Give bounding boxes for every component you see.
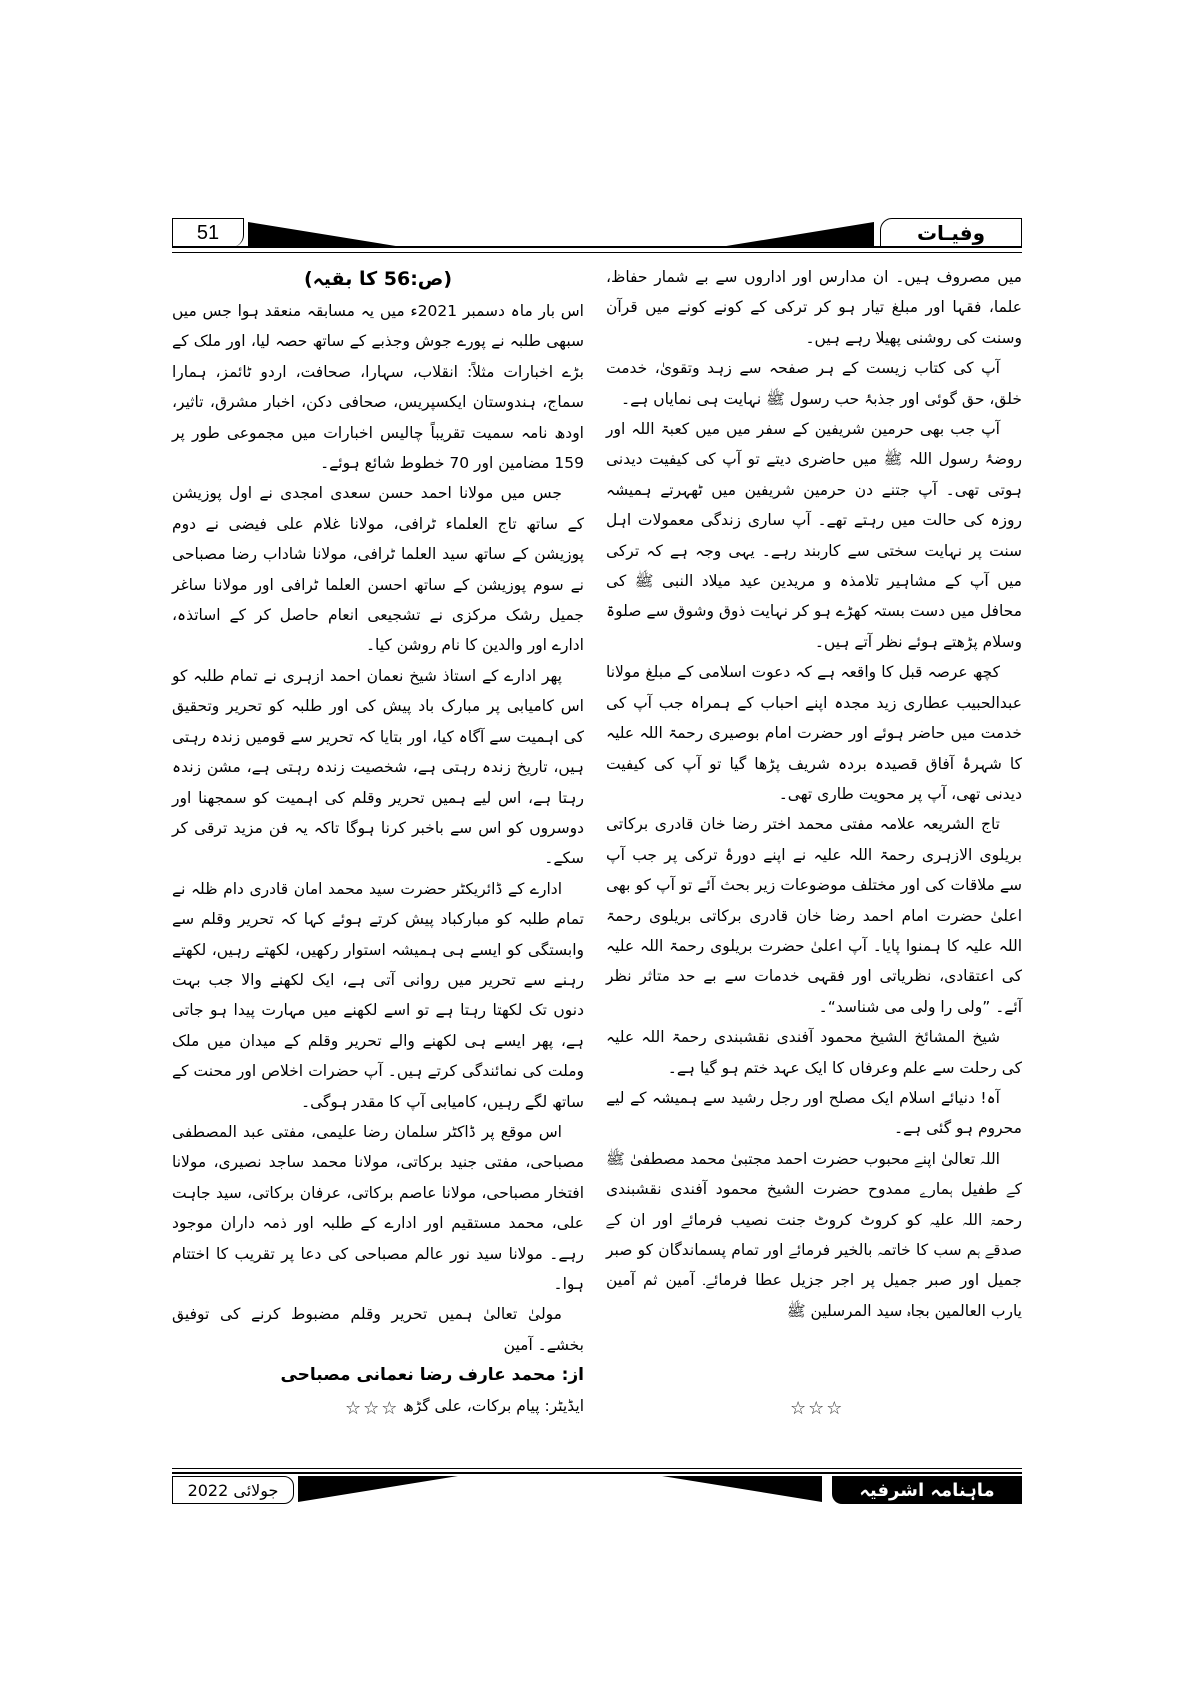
paragraph: اس موقع پر ڈاکٹر سلمان رضا علیمی، مفتی عبد المصطفی مصباحی، مفتی جنید برکاتی، مولانا محمد ساجد نصیری، مولانا افتخار مصباحی، مولانا عاصم برکاتی، عرفان برکاتی، سید جاہت علی، محمد مستقیم اور ادارے کے طلبہ اور ذمہ داران موجود رہے۔ مولانا سید نور عالم مصباحی کی دعا پر تقریب کا اختتام ہوا۔ <box>172 1122 584 1293</box>
page-number: 51 <box>172 218 244 247</box>
footer-wedge-right <box>662 1476 822 1502</box>
paragraph: آپ جب بھی حرمین شریفین کے سفر میں میں کعبۃ اللہ اور روضۂ رسول اللہ ﷺ میں حاضری دیتے تو آپ کی کیفیت دیدنی ہوتی تھی۔ آپ جتنے دن حرمین شریفین میں ٹھہرتے ہمیشہ روزہ کی حالت میں رہتے تھے۔ آپ ساری زندگی معمولات اہل سنت پر نہایت سختی سے کاربند رہے۔ یہی وجہ ہے کہ ترکی میں آپ کے مشاہیر تلامذہ و مریدین عید میلاد النبی ﷺ کی محافل میں دست بستہ کھڑے ہو کر نہایت ذوق وشوق سے صلوۃ وسلام پڑھتے ہوئے نظر آتے ہیں۔ <box>606 420 1022 651</box>
section-title: وفیـات <box>880 218 1022 247</box>
issue-date: جولائی 2022 <box>172 1476 294 1504</box>
paragraph: آہ! دنیائے اسلام ایک مصلح اور رجل رشید سے ہمیشہ کے لیے محروم ہو گئی ہے۔ <box>606 1088 1022 1138</box>
author-role: ایڈیٹر: پیام برکات، علی گڑھ <box>402 1396 584 1415</box>
right-column <box>606 262 1022 1326</box>
paragraph: مولیٰ تعالیٰ ہمیں تحریر وقلم مضبوط کرنے کی توفیق بخشے۔ آمین <box>172 1305 584 1354</box>
paragraph: اللہ تعالیٰ اپنے محبوب حضرت احمد مجتبیٰ محمد مصطفیٰ ﷺ کے طفیل ہمارے ممدوح حضرت الشیخ محمود آفندی نقشبندی رحمۃ اللہ علیہ کو کروٹ کروٹ جنت نصیب فرمائے اور ان کے صدقے ہم سب کا خاتمہ بالخیر فرمائے اور تمام پسماندگان کو صبر جمیل اور صبر جمیل پر اجر جزیل عطا فرمائے۔ آمین ثم آمین یارب العالمین بجاہ سید المرسلین ﷺ <box>606 1149 1022 1320</box>
author-name: از: محمد عارف رضا نعمانی مصباحی <box>280 1365 584 1386</box>
footer-wedge-left <box>298 1476 458 1502</box>
paragraph: اس بار ماہ دسمبر 2021ء میں یہ مسابقہ منعقد ہوا جس میں سبھی طلبہ نے پورے جوش وجذبے کے ساتھ حصہ لیا، اور ملک کے بڑے اخبارات مثلاً: انقلاب، سہارا، صحافت، اردو ٹائمز، ہمارا سماج، ہندوستان ایکسپریس، صحافی دکن، اخبار مشرق، تاثیر، اودھ نامہ سمیت تقریباً چالیس اخبارات میں مجموعی طور پر 159 مضامین اور 70 خطوط شائع ہوئے۔ <box>172 302 584 473</box>
header-rule <box>172 246 1022 248</box>
header-wedge-left <box>248 222 408 248</box>
paragraph: تاج الشریعہ علامہ مفتی محمد اختر رضا خان قادری برکاتی بریلوی الازہری رحمۃ اللہ علیہ نے اپنے دورۂ ترکی پر جب آپ سے ملاقات کی اور مختلف موضوعات زیر بحث آئے تو آپ کو بھی اعلیٰ حضرت امام احمد رضا خان قادری برکاتی بریلوی رحمۃ اللہ علیہ کا ہمنوا پایا۔ آپ اعلیٰ حضرت بریلوی رحمۃ اللہ علیہ کی اعتقادی، نظریاتی اور فقہی خدمات سے بے حد متاثر نظر آئے۔ ”ولی را ولی می شناسد“۔ <box>606 815 1022 1016</box>
paragraph: آپ کی کتاب زیست کے ہر صفحہ سے زہد وتقویٰ، خدمت خلق، حق گوئی اور جذبۂ حب رسول ﷺ نہایت ہی نمایاں ہے۔ <box>606 359 1022 408</box>
paragraph: شیخ المشائخ الشیخ محمود آفندی نقشبندی رحمۃ اللہ علیہ کی رحلت سے علم وعرفاں کا ایک عہد ختم ہو گیا ہے۔ <box>606 1028 1022 1077</box>
continuation-title: (ص:56 کا بقیہ) <box>303 268 453 290</box>
footer-rule-thin <box>172 1468 1022 1469</box>
paragraph: کچھ عرصہ قبل کا واقعہ ہے کہ دعوت اسلامی کے مبلغ مولانا عبدالحبیب عطاری زید مجدہ اپنے احباب کے ہمراہ جب آپ کی خدمت میں حاضر ہوئے اور حضرت امام بوصیری رحمۃ اللہ علیہ کا شہرۂ آفاق قصیدہ بردہ شریف پڑھا گیا تو آپ کی کیفیت دیدنی تھی، آپ پر محویت طاری تھی۔ <box>606 663 1022 803</box>
page-footer <box>172 1468 1022 1500</box>
paragraph: میں مصروف ہیں۔ ان مدارس اور اداروں سے بے شمار حفاظ، علما، فقہا اور مبلغ تیار ہو کر ترکی کے کونے کونے میں قرآن وسنت کی روشنی پھیلا رہے ہیں۔ <box>606 268 1022 347</box>
footer-rule <box>172 1472 1022 1474</box>
page-header <box>172 218 1022 248</box>
end-stars-right: ☆☆☆ <box>790 1398 845 1419</box>
header-rule-thin <box>172 252 1022 253</box>
paragraph: جس میں مولانا احمد حسن سعدی امجدی نے اول پوزیشن کے ساتھ تاج العلماء ٹرافی، مولانا غلام علی فیضی نے دوم پوزیشن کے ساتھ سید العلما ٹرافی، مولانا شاداب رضا مصباحی نے سوم پوزیشن کے ساتھ احسن العلما ٹرافی اور مولانا ساغر جمیل رشک مرکزی نے تشجیعی انعام حاصل کر کے اساتذہ، ادارے اور والدین کا نام روشن کیا۔ <box>172 484 584 655</box>
left-column <box>172 262 584 1421</box>
paragraph: پھر ادارے کے استاذ شیخ نعمان احمد ازہری نے تمام طلبہ کو اس کامیابی پر مبارک باد پیش کی اور طلبہ کو تحریر وتحقیق کی اہمیت سے آگاہ کیا، اور بتایا کہ تحریر سے قومیں زندہ رہتی ہیں، تاریخ زندہ رہتی ہے، شخصیت زندہ رہتی ہے، مشن زندہ رہتا ہے، اس لیے ہمیں تحریر وقلم کی اہمیت کو سمجھنا اور دوسروں کو اس سے باخبر کرنا ہوگا تاکہ یہ فن مزید ترقی کر سکے۔ <box>172 666 584 868</box>
paragraph: ادارے کے ڈائریکٹر حضرت سید محمد امان قادری دام ظلہ نے تمام طلبہ کو مبارکباد پیش کرتے ہوئے کہا کہ تحریر وقلم سے وابستگی کو ایسے ہی ہمیشہ استوار رکھیں، لکھتے رہیں، لکھتے رہنے سے تحریر میں روانی آتی ہے، ایک لکھنے والا جب بہت دنوں تک لکھتا رہتا ہے تو اسے لکھنے میں مہارت پیدا ہو جاتی ہے، پھر ایسے ہی لکھنے والے تحریر وقلم کے میدان میں ملک وملت کی نمائندگی کرتے ہیں۔ آپ حضرات اخلاص اور محنت کے ساتھ لگے رہیں، کامیابی آپ کا مقدر ہوگی۔ <box>172 879 584 1111</box>
magazine-name: ماہنامہ اشرفیہ <box>832 1476 1022 1504</box>
header-wedge-right <box>714 222 874 248</box>
end-stars-left: ☆☆☆ <box>345 1398 400 1419</box>
